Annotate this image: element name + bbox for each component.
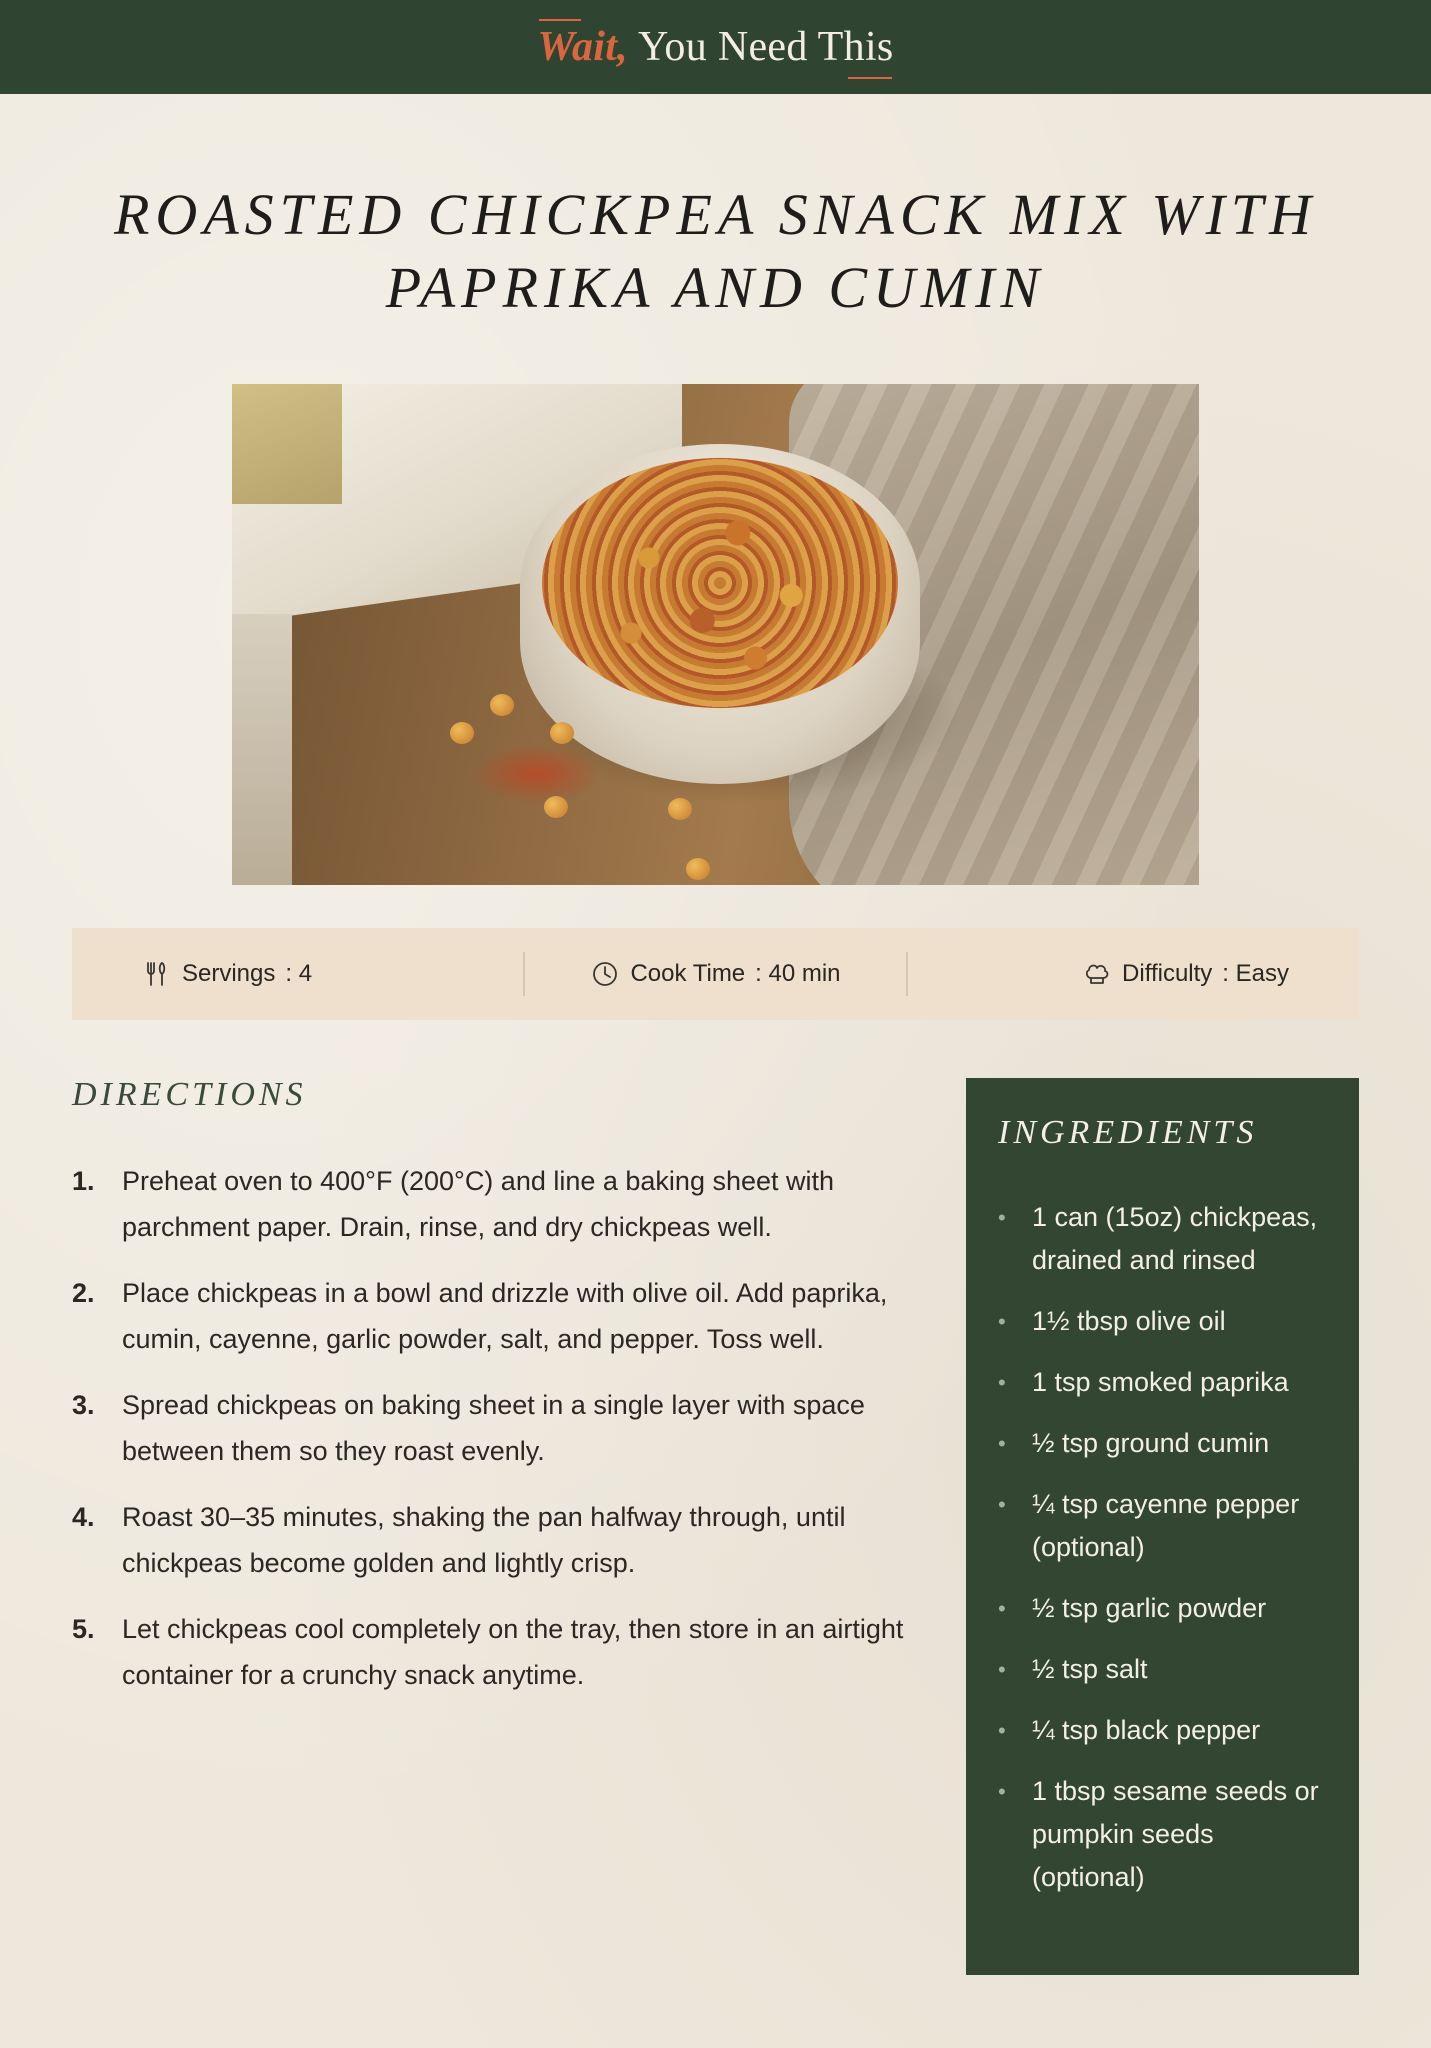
ingredient-text: 1 can (15oz) chickpeas, drained and rinsed bbox=[1032, 1202, 1318, 1275]
ingredient-item bbox=[998, 1361, 1331, 1404]
step-text: Spread chickpeas on baking sheet in a single layer with space between them so they roast evenly. bbox=[122, 1390, 865, 1466]
photo-paprika-dust bbox=[472, 744, 602, 804]
logo-underline bbox=[848, 77, 892, 79]
brand-accent-text: Wait, bbox=[537, 24, 628, 70]
photo-chickpeas-in-bowl bbox=[542, 458, 898, 708]
step-text: Place chickpeas in a bowl and drizzle with olive oil. Add paprika, cumin, cayenne, garlic powder, salt, and pepper. Toss well. bbox=[122, 1278, 888, 1354]
recipe-photo bbox=[232, 384, 1199, 885]
bullet-icon: • bbox=[998, 1779, 1006, 1804]
bullet-icon: • bbox=[998, 1309, 1006, 1334]
cook-time-label: Cook Time bbox=[630, 960, 746, 987]
ingredient-item bbox=[998, 1196, 1331, 1282]
photo-loose-chickpea bbox=[450, 722, 474, 744]
cook-time-info bbox=[525, 959, 906, 989]
ingredient-item bbox=[998, 1709, 1331, 1752]
direction-step bbox=[72, 1494, 912, 1586]
bullet-icon: • bbox=[998, 1718, 1006, 1743]
photo-window-light bbox=[232, 384, 342, 504]
step-number: 2. bbox=[72, 1278, 95, 1308]
bullet-icon: • bbox=[998, 1431, 1006, 1456]
bullet-icon: • bbox=[998, 1370, 1006, 1395]
ingredient-text: ¼ tsp black pepper bbox=[1032, 1715, 1261, 1745]
step-number: 1. bbox=[72, 1166, 95, 1196]
servings-label: Servings bbox=[182, 960, 276, 987]
ingredient-text: 1 tbsp sesame seeds or pumpkin seeds (optional) bbox=[1032, 1776, 1319, 1892]
ingredients-panel bbox=[966, 1078, 1359, 1975]
direction-step bbox=[72, 1606, 912, 1698]
servings-info bbox=[72, 959, 523, 989]
fork-knife-icon bbox=[142, 959, 172, 989]
recipe-title-line-1: ROASTED CHICKPEA SNACK MIX WITH bbox=[113, 182, 1318, 247]
direction-step bbox=[72, 1270, 912, 1362]
ingredient-text: ½ tsp ground cumin bbox=[1032, 1428, 1270, 1458]
bullet-icon: • bbox=[998, 1596, 1006, 1621]
photo-loose-chickpea bbox=[490, 694, 514, 716]
servings-value: : 4 bbox=[285, 960, 313, 987]
step-text: Preheat oven to 400°F (200°C) and line a baking sheet with parchment paper. Drain, rinse, and dry chickpeas well. bbox=[122, 1166, 835, 1242]
ingredient-item bbox=[998, 1422, 1331, 1465]
difficulty-value: : Easy bbox=[1222, 960, 1289, 987]
chef-hat-icon bbox=[1082, 959, 1112, 989]
recipe-info-bar bbox=[72, 928, 1359, 1020]
ingredient-text: ½ tsp salt bbox=[1032, 1654, 1148, 1684]
ingredient-item bbox=[998, 1770, 1331, 1899]
direction-step bbox=[72, 1158, 912, 1250]
photo-loose-chickpea bbox=[550, 722, 574, 744]
difficulty-info bbox=[908, 959, 1359, 989]
difficulty-label: Difficulty bbox=[1122, 960, 1213, 987]
ingredient-text: ½ tsp garlic powder bbox=[1032, 1593, 1267, 1623]
ingredient-item bbox=[998, 1648, 1331, 1691]
bullet-icon: • bbox=[998, 1492, 1006, 1517]
ingredient-item bbox=[998, 1483, 1331, 1569]
photo-wall bbox=[232, 614, 292, 885]
brand-name-text: You Need This bbox=[638, 24, 894, 70]
site-header bbox=[0, 0, 1431, 94]
recipe-title-line-2: PAPRIKA AND CUMIN bbox=[385, 255, 1046, 320]
step-number: 4. bbox=[72, 1502, 95, 1532]
logo-accent-line bbox=[539, 19, 581, 21]
ingredient-text: ¼ tsp cayenne pepper (optional) bbox=[1032, 1489, 1300, 1562]
direction-step bbox=[72, 1382, 912, 1474]
site-logo[interactable] bbox=[537, 23, 893, 71]
step-number: 3. bbox=[72, 1390, 95, 1420]
directions-heading: DIRECTIONS bbox=[72, 1076, 307, 1113]
photo-loose-chickpea bbox=[544, 796, 568, 818]
photo-loose-chickpea bbox=[668, 798, 692, 820]
bullet-icon: • bbox=[998, 1657, 1006, 1682]
ingredient-text: 1½ tbsp olive oil bbox=[1032, 1306, 1226, 1336]
recipe-title bbox=[80, 178, 1351, 324]
ingredients-list bbox=[998, 1196, 1331, 1899]
directions-list bbox=[72, 1158, 912, 1718]
photo-loose-chickpea bbox=[686, 858, 710, 880]
clock-icon bbox=[590, 959, 620, 989]
ingredients-heading: INGREDIENTS bbox=[998, 1114, 1258, 1151]
step-text: Roast 30–35 minutes, shaking the pan halfway through, until chickpeas become golden and lightly crisp. bbox=[122, 1502, 846, 1578]
cook-time-value: : 40 min bbox=[755, 960, 841, 987]
step-number: 5. bbox=[72, 1614, 95, 1644]
ingredient-text: 1 tsp smoked paprika bbox=[1032, 1367, 1289, 1397]
ingredient-item bbox=[998, 1587, 1331, 1630]
ingredient-item bbox=[998, 1300, 1331, 1343]
bullet-icon: • bbox=[998, 1205, 1006, 1230]
step-text: Let chickpeas cool completely on the tray, then store in an airtight container for a crunchy snack anytime. bbox=[122, 1614, 904, 1690]
